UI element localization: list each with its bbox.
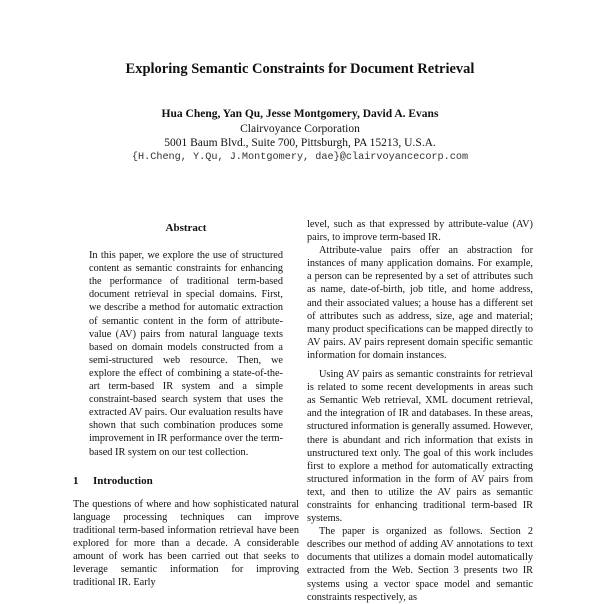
abstract-heading: Abstract <box>165 222 207 234</box>
body-paragraph-organization: The paper is organized as follows. Section 2 describes our method of adding AV annotations to text documents that utilizes a domain model automatically extracted from the Web. Section 3 presents two IR systems using a vector space model and semantic constraints respectively, as <box>307 526 533 603</box>
abstract-text: In this paper, we explore the use of structured content as semantic constraints for enhancing the performance of traditional term-based document retrieval in special domains. First, we describe a method for automatic extraction of semantic content in the form of attribute-value (AV) pairs from natural language texts based on domain models constructed from a semi-structured web resource. Then, we explore the effect of combining a state-of-the-art term-based IR system and a simple constraint-based search system that uses the extracted AV pairs. Our evaluation results have shown that such combination produces some improvement in IR performance over the term-based IR system on our test collection. <box>89 250 283 458</box>
affiliation: Clairvoyance Corporation <box>240 122 360 135</box>
address: 5001 Baum Blvd., Suite 700, Pittsburgh, PA 15213, U.S.A. <box>164 137 436 149</box>
body-paragraph-constraints: Using AV pairs as semantic constraints for retrieval is related to some recent developments in areas such as Semantic Web retrieval, XML document retrieval, and the integration of IR and databases. In these areas, structured information is generally assumed. However, there is abundant and rich information that exists in unstructured text only. The goal of this work includes first to explore a method for automatically extracting structured information in the form of AV pairs from text, and then to utilize the AV pairs as semantic constraints for enhancing traditional term-based IR systems. <box>307 369 533 525</box>
body-paragraph-av-pairs: Attribute-value pairs offer an abstraction for instances of many application domains. For example, a person can be represented by a set of attributes such as name, date-of-birth, job title, and home address, and their associated values; a house has a different set of attributes such as address, size, age and material; many product specifications can be mapped directly to AV pairs. AV pairs represent domain specific semantic information for domain instances. <box>307 245 533 361</box>
authors: Hua Cheng, Yan Qu, Jesse Montgomery, David A. Evans <box>161 108 439 120</box>
email-addresses: {H.Cheng, Y.Qu, J.Montgomery, dae}@clairvoyancecorp.com <box>131 151 469 163</box>
section-heading-introduction <box>73 475 299 488</box>
left-column <box>73 222 299 589</box>
author-block <box>60 107 540 165</box>
right-column <box>307 218 533 604</box>
section-title: Introduction <box>93 474 153 487</box>
body-paragraph-continued: level, such as that expressed by attribute-value (AV) pairs, to improve term-based IR. <box>307 219 533 244</box>
paper-title: Exploring Semantic Constraints for Document Retrieval <box>125 61 475 77</box>
intro-paragraph: The questions of where and how sophisticated natural language processing techniques can improve traditional term-based information retrieval have been explored for more than a decade. A considerable amount of work has been carried out that seeks to leverage semantic information for improving traditional IR. Early <box>73 498 299 589</box>
section-number: 1 <box>73 474 79 487</box>
